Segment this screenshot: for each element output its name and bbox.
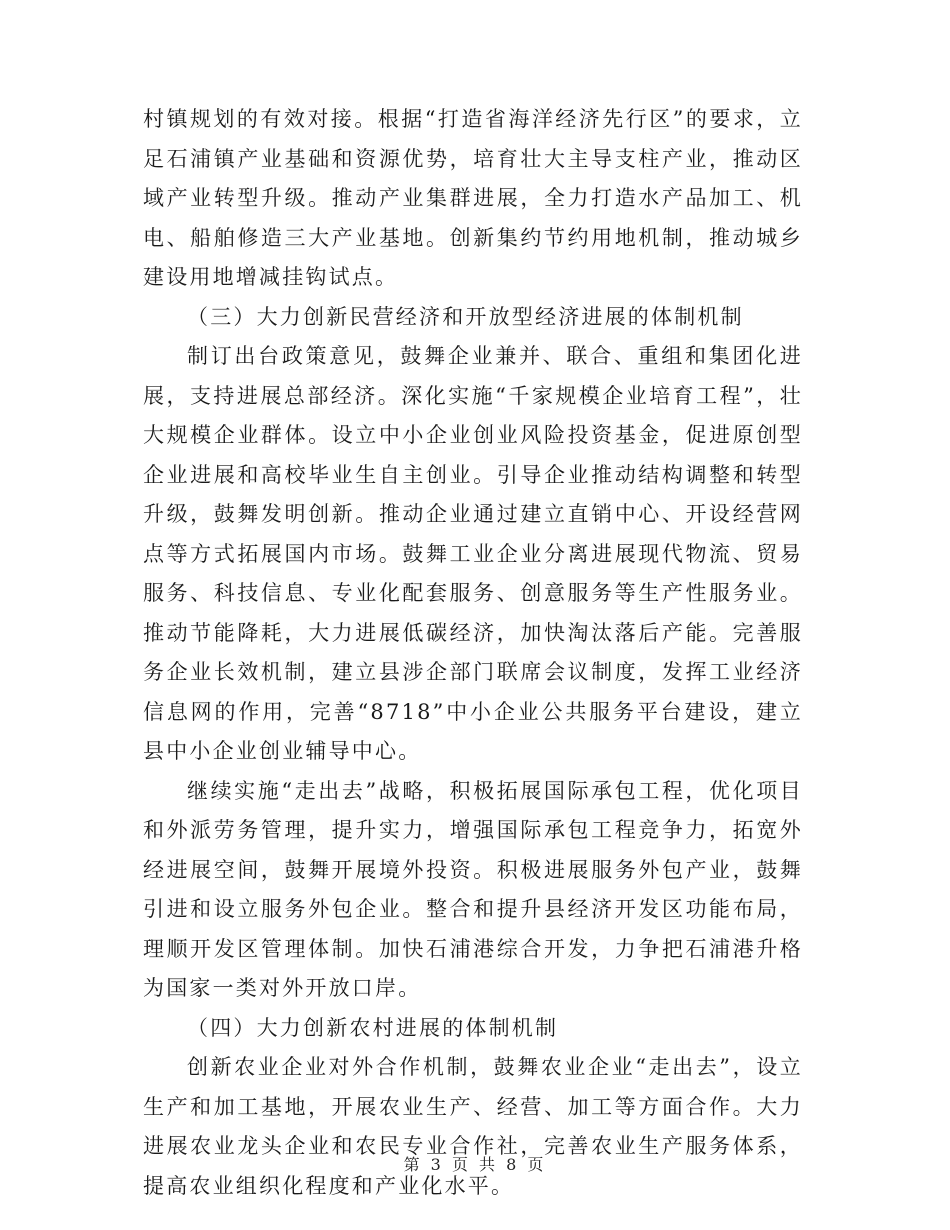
page-footer: 第 3 页 共 8 页 xyxy=(403,1155,547,1174)
document-body xyxy=(143,100,803,1206)
paragraph-private-economy: 制订出台政策意见，鼓舞企业兼并、联合、重组和集团化进展，支持进展总部经济。深化实施“千家规模企业培育工程”，壮大规模企业群体。设立中小企业创业风险投资基金，促进原创型企业进展和高校毕业生自主创业。引导企业推动结构调整和转型升级，鼓舞发明创新。推动企业通过建立直销中心、开设经营网点等方式拓展国内市场。鼓舞工业企业分离进展现代物流、贸易服务、科技信息、专业化配套服务、创意服务等生产性服务业。推动节能降耗，大力进展低碳经济，加快淘汰落后产能。完善服务企业长效机制，建立县涉企部门联席会议制度，发挥工业经济信息网的作用，完善“8718”中小企业公共服务平台建设，建立县中小企业创业辅导中心。 xyxy=(143,344,803,763)
paragraph-rural: 创新农业企业对外合作机制，鼓舞农业企业“走出去”，设立生产和加工基地，开展农业生产、经营、加工等方面合作。大力进展农业龙头企业和农民专业合作社，完善农业生产服务体系，提高农业组织化程度和产业化水平。 xyxy=(143,1055,803,1198)
section-heading-3: （三）大力创新民营经济和开放型经济进展的体制机制 xyxy=(187,304,744,329)
paragraph-continuation: 村镇规划的有效对接。根据“打造省海洋经济先行区”的要求，立足石浦镇产业基础和资源优势，培育壮大主导支柱产业，推动区域产业转型升级。推动产业集群进展，全力打造水产品加工、机电、船舶修造三大产业基地。创新集约节约用地机制，推动城乡建设用地增减挂钩试点。 xyxy=(143,107,803,289)
paragraph-going-global: 继续实施“走出去”战略，积极拓展国际承包工程，优化项目和外派劳务管理，提升实力，增强国际承包工程竞争力，拓宽外经进展空间，鼓舞开展境外投资。积极进展服务外包产业，鼓舞引进和设立服务外包企业。整合和提升县经济开发区功能布局，理顺开发区管理体制。加快石浦港综合开发，力争把石浦港升格为国家一类对外开放口岸。 xyxy=(143,778,803,1000)
section-heading-4: （四）大力创新农村进展的体制机制 xyxy=(187,1015,559,1040)
